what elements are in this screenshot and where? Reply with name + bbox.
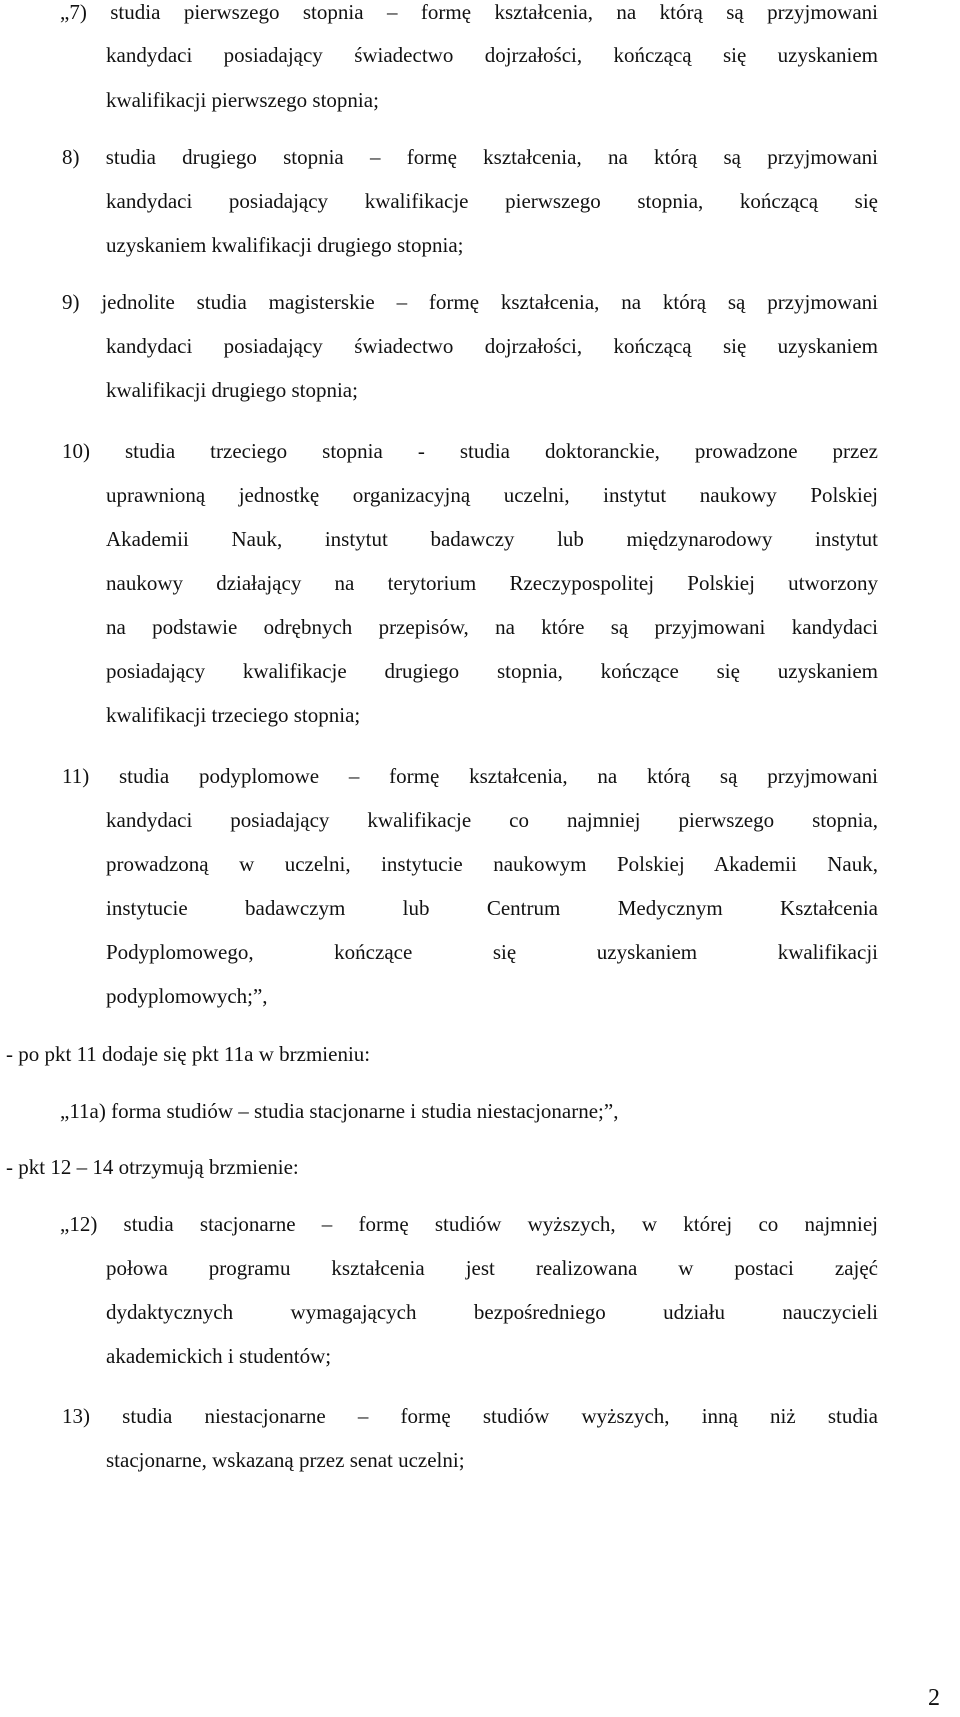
- text-line: kwalifikacji pierwszego stopnia;: [106, 88, 379, 112]
- text-line: akademickich i studentów;: [106, 1344, 332, 1368]
- text-line: „7) studia pierwszego stopnia – formę kształcenia, na którą są przyjmowani: [60, 0, 878, 24]
- text-line: prowadzoną w uczelni, instytucie naukowym Polskiej Akademii Nauk,: [106, 852, 878, 876]
- text-line: stacjonarne, wskazaną przez senat uczelni;: [106, 1448, 465, 1472]
- text-line: 9) jednolite studia magisterskie – formę kształcenia, na którą są przyjmowani: [62, 290, 878, 314]
- text-line: kandydaci posiadający świadectwo dojrzałości, kończącą się uzyskaniem: [106, 43, 878, 67]
- text-line: połowa programu kształcenia jest realizowana w postaci zajęć: [106, 1256, 878, 1280]
- text-line: 10) studia trzeciego stopnia - studia doktoranckie, prowadzone przez: [62, 439, 878, 463]
- text-line: kandydaci posiadający świadectwo dojrzałości, kończącą się uzyskaniem: [106, 334, 878, 358]
- text-line: kandydaci posiadający kwalifikacje pierwszego stopnia, kończącą się: [106, 189, 878, 213]
- text-line: Akademii Nauk, instytut badawczy lub międzynarodowy instytut: [106, 527, 878, 551]
- text-line: - pkt 12 – 14 otrzymują brzmienie:: [6, 1155, 299, 1179]
- text-line: instytucie badawczym lub Centrum Medycznym Kształcenia: [106, 896, 878, 920]
- text-line: „11a) forma studiów – studia stacjonarne i studia niestacjonarne;”,: [60, 1099, 619, 1123]
- text-line: - po pkt 11 dodaje się pkt 11a w brzmieniu:: [6, 1042, 371, 1066]
- text-line: podyplomowych;”,: [106, 984, 268, 1008]
- text-line: kwalifikacji trzeciego stopnia;: [106, 703, 361, 727]
- text-line: 13) studia niestacjonarne – formę studiów wyższych, inną niż studia: [62, 1404, 878, 1428]
- text-line: na podstawie odrębnych przepisów, na które są przyjmowani kandydaci: [106, 615, 878, 639]
- text-line: kwalifikacji drugiego stopnia;: [106, 378, 358, 402]
- text-line: uzyskaniem kwalifikacji drugiego stopnia;: [106, 233, 464, 257]
- text-line: kandydaci posiadający kwalifikacje co najmniej pierwszego stopnia,: [106, 808, 878, 832]
- text-line: posiadający kwalifikacje drugiego stopnia, kończące się uzyskaniem: [106, 659, 878, 683]
- text-line: uprawnioną jednostkę organizacyjną uczelni, instytut naukowy Polskiej: [106, 483, 878, 507]
- text-line: dydaktycznych wymagających bezpośredniego udziału nauczycieli: [106, 1300, 878, 1324]
- text-line: 11) studia podyplomowe – formę kształcenia, na którą są przyjmowani: [62, 764, 878, 788]
- text-line: 8) studia drugiego stopnia – formę kształcenia, na którą są przyjmowani: [62, 145, 878, 169]
- page-number: 2: [928, 1685, 940, 1711]
- text-line: „12) studia stacjonarne – formę studiów wyższych, w której co najmniej: [60, 1212, 878, 1236]
- text-line: Podyplomowego, kończące się uzyskaniem kwalifikacji: [106, 940, 878, 964]
- text-line: naukowy działający na terytorium Rzeczypospolitej Polskiej utworzony: [106, 571, 878, 595]
